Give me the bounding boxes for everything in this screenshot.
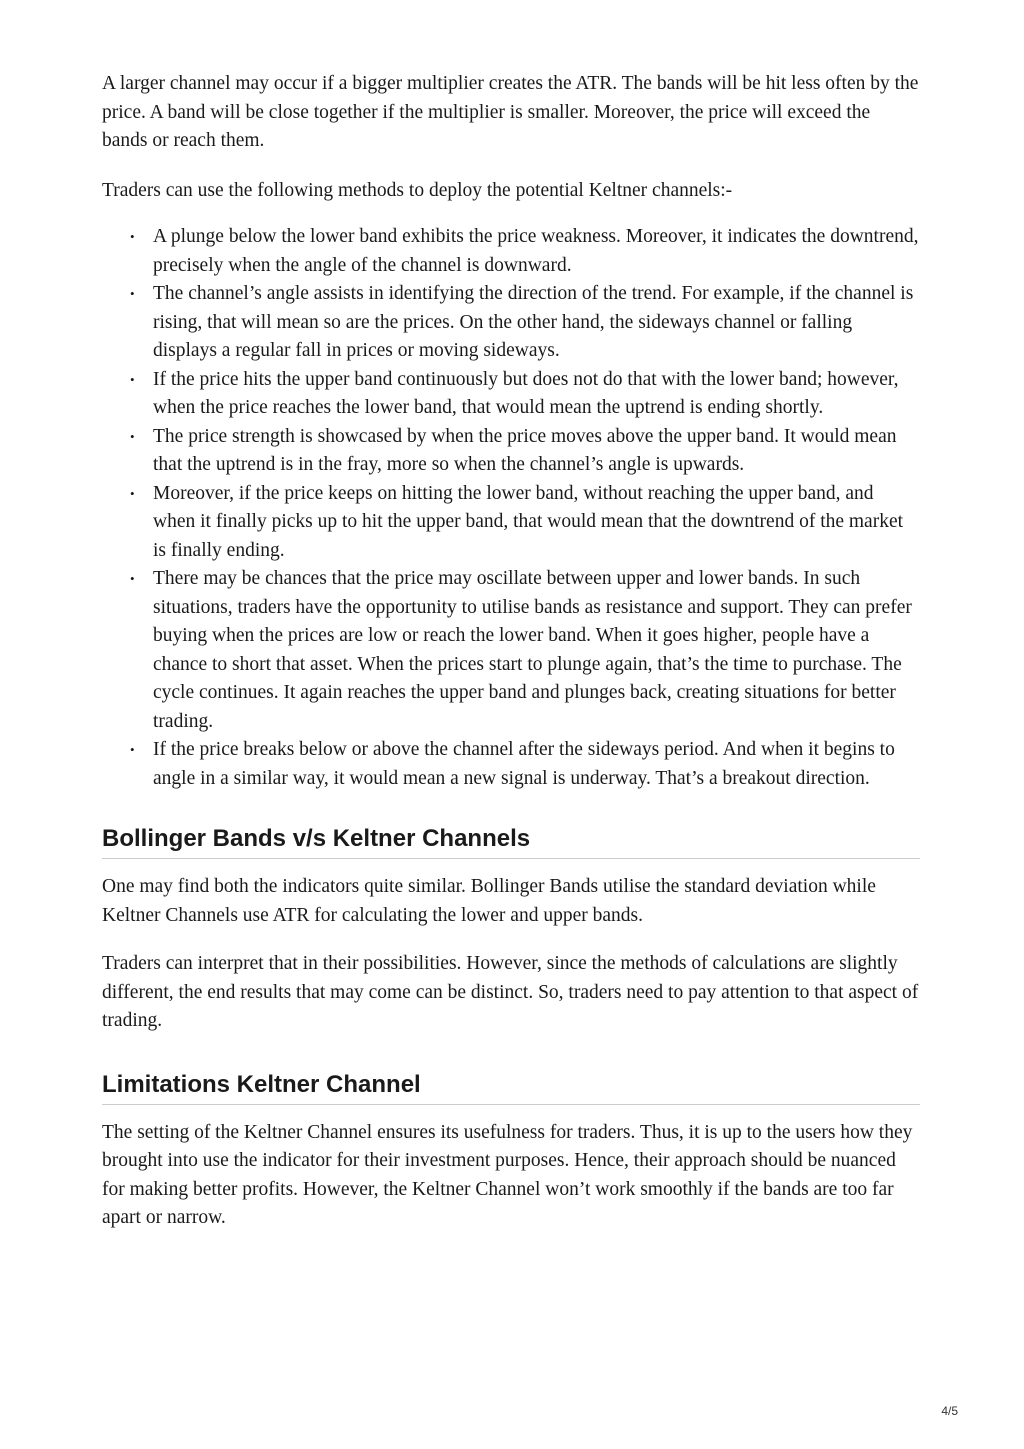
page-number: 4/5 — [941, 1404, 958, 1418]
list-item-text: A plunge below the lower band exhibits the price weakness. Moreover, it indicates the downtrend, precisely when the angle of the channel is downward. — [153, 226, 919, 276]
limitations-heading: Limitations Keltner Channel — [102, 1069, 920, 1105]
limitations-paragraph: The setting of the Keltner Channel ensures its usefulness for traders. Thus, it is up to the users how they brought into use the indicator for their investment purposes. Hence, their approach should be nuanced for making better profits. However, the Keltner Channel won’t work smoothly if the bands are too far apart or narrow. — [102, 1121, 913, 1228]
bollinger-paragraph-1: One may find both the indicators quite similar. Bollinger Bands utilise the standard deviation while Keltner Channels use ATR for calculating the lower and upper bands. — [102, 876, 876, 926]
methods-list — [102, 223, 920, 793]
list-item-text: There may be chances that the price may oscillate between upper and lower bands. In such situations, traders have the opportunity to utilise bands as resistance and support. They can prefer buying when the prices are low or reach the lower band. When it goes higher, people have a chance to short that asset. When the prices start to plunge again, that’s the time to purchase. The cycle continues. It again reaches the upper band and plunges back, creating situations for better trading. — [153, 568, 912, 732]
list-item — [102, 423, 920, 480]
intro-paragraph: A larger channel may occur if a bigger multiplier creates the ATR. The bands will be hit less often by the price. A band will be close together if the multiplier is smaller. Moreover, the price will exceed the bands or reach them. — [102, 73, 919, 151]
list-item-text: If the price hits the upper band continuously but does not do that with the lower band; however, when the price reaches the lower band, that would mean the uptrend is ending shortly. — [153, 368, 899, 418]
bollinger-paragraph-2: Traders can interpret that in their possibilities. However, since the methods of calculations are slightly different, the end results that may come can be distinct. So, traders need to pay attention to that aspect of trading. — [102, 953, 919, 1031]
list-item-text: The price strength is showcased by when the price moves above the upper band. It would mean that the uptrend is in the fray, more so when the channel’s angle is upwards. — [153, 425, 897, 475]
methods-intro-paragraph: Traders can use the following methods to deploy the potential Keltner channels:- — [102, 179, 733, 201]
list-item — [102, 736, 920, 793]
list-item — [102, 565, 920, 736]
bollinger-heading: Bollinger Bands v/s Keltner Channels — [102, 823, 920, 859]
bullet-icon: • — [130, 485, 135, 501]
bullet-icon: • — [130, 371, 135, 387]
list-item — [102, 280, 920, 366]
list-item-text: Moreover, if the price keeps on hitting the lower band, without reaching the upper band, and when it finally picks up to hit the upper band, that would mean that the downtrend of the market is finally ending. — [153, 482, 904, 561]
list-item — [102, 366, 920, 423]
article-body — [102, 70, 920, 1253]
bullet-icon: • — [130, 428, 135, 444]
bullet-icon: • — [130, 571, 135, 586]
bullet-icon: • — [130, 229, 135, 244]
list-item — [102, 223, 920, 280]
list-item — [102, 480, 920, 566]
list-item-text: If the price breaks below or above the channel after the sideways period. And when it begins to angle in a similar way, it would mean a new signal is underway. That’s a breakout direction. — [153, 739, 895, 789]
bullet-icon: • — [130, 286, 135, 301]
list-item-text: The channel’s angle assists in identifying the direction of the trend. For example, if the channel is rising, that will mean so are the prices. On the other hand, the sideways channel or falling displays a regular fall in prices or moving sideways. — [153, 283, 914, 361]
bullet-icon: • — [130, 742, 135, 757]
